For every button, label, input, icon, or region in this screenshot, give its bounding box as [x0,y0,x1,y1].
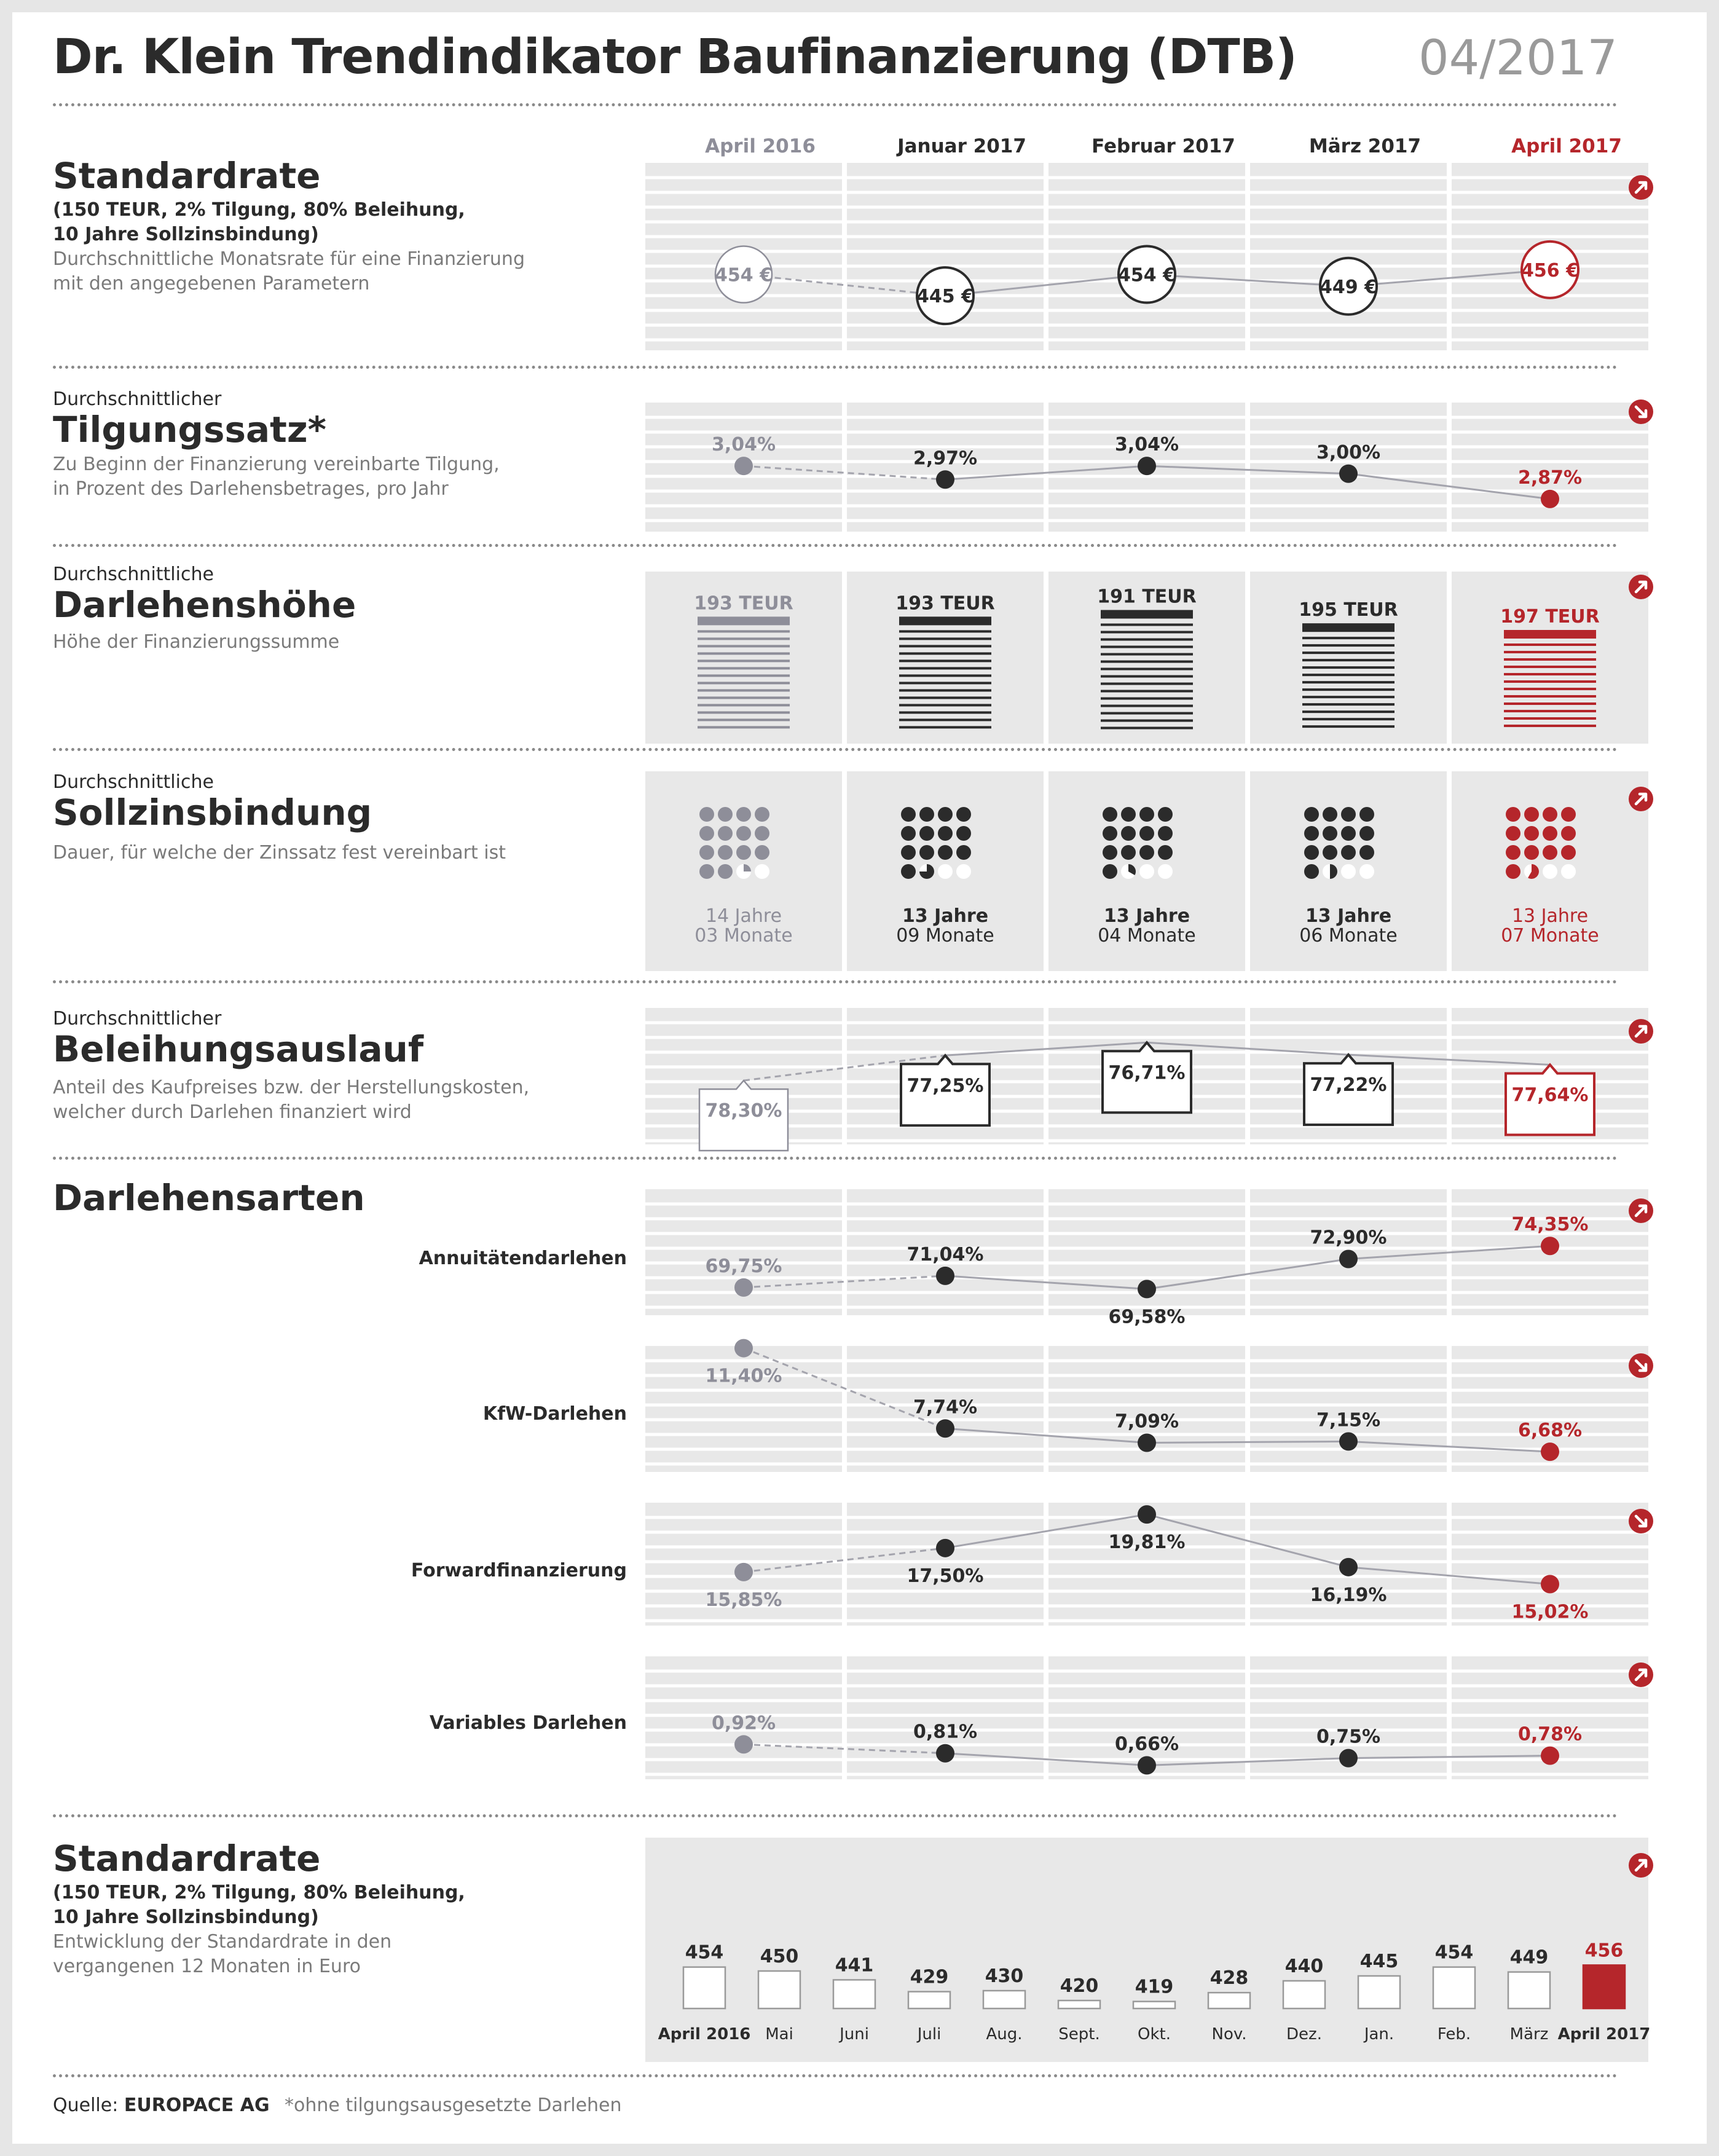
year-dot [1506,807,1520,822]
year-dot [718,826,733,841]
data-label: 0,92% [711,1712,776,1734]
data-label: 16,19% [1310,1584,1387,1606]
data-label: 17,50% [907,1565,984,1587]
year-dot [901,845,916,860]
footnote: *ohne tilgungsausgesetzte Darlehen [285,2095,622,2116]
data-label: 71,04% [907,1243,984,1265]
year-dot [1524,826,1539,841]
section-kicker: Durchschnittliche [53,771,214,793]
year-dot [755,845,769,860]
data-label: 11,40% [705,1365,782,1387]
year-dot [1359,845,1374,860]
month-value: 429 [910,1966,949,1988]
section-description: mit den angegebenen Parametern [53,273,370,294]
data-label: 2,87% [1517,466,1583,489]
empty-year-dot [1359,864,1374,879]
bar-cap [1302,623,1394,632]
value-label: 77,25% [907,1075,984,1097]
year-dot [755,826,769,841]
month-value: 450 [760,1946,799,1967]
year-dot [919,807,934,822]
month-bar [1358,1976,1400,2008]
year-dot [1304,826,1319,841]
data-label: 7,09% [1114,1410,1179,1433]
month-label: Feb. [1437,2025,1471,2044]
data-point [936,1267,954,1285]
year-dot [1506,845,1520,860]
month-bar [758,1971,800,2008]
data-point [936,1744,954,1763]
column-header: April 2017 [1511,135,1622,157]
month-label: Juni [840,2025,869,2044]
charts-layer [12,12,1707,2144]
year-dot [1524,845,1539,860]
bar-label: 193 TEUR [694,592,793,615]
trend-arrow-icon [1629,1019,1653,1044]
year-dot [1543,845,1557,860]
year-dot [938,845,953,860]
bar-label: 195 TEUR [1299,599,1398,621]
month-label: Dez. [1286,2025,1322,2044]
month-bar [1508,1972,1550,2008]
value-label: 454 € [715,264,773,286]
section-title: Tilgungssatz* [53,409,326,450]
month-label: Sept. [1058,2025,1100,2044]
year-dot [1524,807,1539,822]
year-dot [1359,807,1374,822]
value-label: 445 € [916,286,974,308]
year-dot [1341,807,1356,822]
year-dot [1561,826,1576,841]
year-dot [1103,864,1117,879]
year-dot [755,807,769,822]
data-point [1138,1434,1156,1452]
data-label: 19,81% [1108,1532,1186,1554]
issue-date: 04/2017 [1418,31,1618,86]
section-description: Anteil des Kaufpreises bzw. der Herstellungskosten, [53,1077,530,1098]
data-label: 69,58% [1108,1306,1186,1328]
empty-year-dot [755,864,769,879]
month-value: 440 [1284,1956,1324,1977]
year-dot [1121,826,1136,841]
year-dot [1158,807,1173,822]
month-value: 445 [1359,1951,1399,1972]
row-label: Variables Darlehen [429,1712,627,1734]
year-dot [1103,845,1117,860]
months-label: 09 Monate [896,925,994,946]
years-label: 13 Jahre [1511,905,1589,927]
section-description: in Prozent des Darlehensbetrages, pro Jahr [53,478,449,500]
year-dot [699,826,714,841]
trend-arrow-icon [1629,399,1653,424]
section-description: Höhe der Finanzierungssumme [53,631,340,653]
year-dot [1323,845,1337,860]
year-dot [1139,845,1154,860]
month-label: Aug. [986,2025,1023,2044]
months-label: 03 Monate [694,925,793,946]
data-label: 7,74% [913,1396,978,1418]
empty-year-dot [1341,864,1356,879]
years-label: 13 Jahre [1305,905,1392,927]
value-label: 78,30% [705,1100,782,1122]
data-label: 3,00% [1316,441,1381,463]
month-bar [1583,1965,1625,2008]
year-dot [736,807,751,822]
data-point [1541,1237,1559,1255]
month-value: 441 [835,1954,874,1977]
month-value: 428 [1210,1967,1249,1989]
section-kicker: Durchschnittlicher [53,388,222,410]
section-title: Darlehenshöhe [53,584,356,626]
data-point [1339,1558,1358,1576]
section-params: (150 TEUR, 2% Tilgung, 80% Beleihung, [53,199,465,221]
panel [1250,572,1447,744]
year-dot [736,826,751,841]
data-point [734,1278,753,1297]
year-dot [938,807,953,822]
month-label: Okt. [1138,2025,1171,2044]
year-dot [1323,807,1337,822]
month-label: April 2016 [658,2025,751,2044]
bar-cap [698,616,790,625]
data-label: 72,90% [1310,1227,1387,1249]
bar-cap [899,616,991,625]
month-label: Juli [917,2025,942,2044]
data-label: 7,15% [1316,1409,1381,1431]
months-label: 07 Monate [1501,925,1599,946]
year-dot [901,807,916,822]
data-point [1138,457,1156,475]
year-dot [956,826,971,841]
year-dot [956,807,971,822]
source-label: Quelle: [53,2095,119,2116]
month-bar [683,1967,725,2008]
data-point [734,1563,753,1581]
years-label: 13 Jahre [902,905,989,927]
empty-year-dot [1543,864,1557,879]
month-value: 456 [1584,1940,1624,1962]
section-kicker: Durchschnittliche [53,564,214,585]
year-dot [1304,864,1319,879]
month-value: 454 [1434,1942,1474,1964]
section-params: 10 Jahre Sollzinsbindung) [53,224,319,245]
value-label: 77,64% [1511,1084,1589,1106]
section-description: Durchschnittliche Monatsrate für eine Finanzierung [53,248,525,270]
section-title: Sollzinsbindung [53,792,372,833]
year-dot [1341,826,1356,841]
month-bar [908,1992,950,2008]
trend-arrow-icon [1629,1853,1653,1878]
section-title: Darlehensarten [53,1177,365,1219]
year-dot [1506,826,1520,841]
month-bar [1433,1967,1475,2008]
month-label: Mai [765,2025,793,2044]
month-value: 420 [1060,1975,1099,1997]
year-dot [699,807,714,822]
data-point [734,457,753,475]
section-description: vergangenen 12 Monaten in Euro [53,1956,361,1977]
years-label: 14 Jahre [705,905,782,927]
series-line-segment [1147,1441,1348,1442]
year-dot [1103,826,1117,841]
data-point [1541,490,1559,508]
data-point [1138,1505,1156,1524]
row-label: KfW-Darlehen [482,1403,627,1425]
year-dot [1543,807,1557,822]
trend-arrow-icon [1629,1509,1653,1533]
data-label: 74,35% [1511,1214,1589,1236]
data-point [1339,1432,1358,1450]
year-dot [938,826,953,841]
empty-year-dot [956,864,971,879]
value-label: 449 € [1320,276,1377,298]
section-title: Beleihungsauslauf [53,1028,424,1070]
year-dot [1139,826,1154,841]
month-value: 454 [685,1942,724,1964]
section-params: (150 TEUR, 2% Tilgung, 80% Beleihung, [53,1882,465,1903]
data-point [734,1735,753,1753]
data-point [1339,1250,1358,1269]
panel [1048,1346,1245,1472]
month-label: April 2017 [1557,2025,1651,2044]
trend-arrow-icon [1629,1198,1653,1223]
year-dot [901,864,916,879]
bar-label: 197 TEUR [1500,606,1600,628]
column-header: Februar 2017 [1092,135,1235,157]
value-label: 77,22% [1310,1074,1387,1096]
section-description: Zu Beginn der Finanzierung vereinbarte Tilgung, [53,454,500,475]
data-point [734,1339,753,1358]
month-label: Jan. [1364,2025,1394,2044]
month-bar [1133,2002,1175,2008]
year-dot [919,826,934,841]
months-label: 06 Monate [1299,925,1398,946]
trend-arrow-icon [1629,175,1653,200]
year-dot [718,807,733,822]
row-label: Annuitätendarlehen [419,1248,627,1269]
data-label: 0,75% [1316,1726,1381,1748]
data-point [1541,1575,1559,1594]
data-point [1541,1442,1559,1461]
section-title: Standardrate [53,155,321,197]
value-label: 76,71% [1108,1062,1186,1084]
data-label: 15,85% [705,1589,782,1611]
year-dot [1506,864,1520,879]
section-title: Standardrate [53,1838,321,1879]
month-bar [1058,2001,1100,2008]
bar-cap [1504,630,1596,639]
year-dot [1304,845,1319,860]
section-description: Entwicklung der Standardrate in den [53,1931,392,1953]
data-label: 3,04% [711,434,776,456]
trend-arrow-icon [1629,787,1653,811]
empty-year-dot [1158,864,1173,879]
infographic [12,12,1707,2144]
month-value: 430 [985,1965,1024,1987]
data-point [1339,465,1358,483]
section-params: 10 Jahre Sollzinsbindung) [53,1906,319,1928]
year-dot [1359,826,1374,841]
section-description: Dauer, für welche der Zinssatz fest vereinbart ist [53,842,506,864]
column-header: April 2016 [705,135,816,157]
data-label: 2,97% [913,447,978,470]
year-dot [1561,807,1576,822]
year-dot [956,845,971,860]
data-point [1138,1280,1156,1298]
year-dot [919,845,934,860]
year-dot [1341,845,1356,860]
month-bar [1283,1981,1325,2008]
month-bar [833,1980,875,2008]
empty-year-dot [938,864,953,879]
data-point [936,1419,954,1438]
empty-year-dot [1561,864,1576,879]
data-label: 3,04% [1114,434,1179,456]
trend-arrow-icon [1629,575,1653,599]
value-label: 454 € [1118,264,1176,286]
bar-cap [1101,610,1193,619]
month-value: 449 [1509,1946,1549,1969]
data-point [1339,1749,1358,1768]
months-label: 04 Monate [1098,925,1196,946]
row-label: Forwardfinanzierung [411,1560,627,1581]
column-header: März 2017 [1308,135,1422,157]
data-label: 0,81% [913,1721,978,1743]
year-dot [1139,807,1154,822]
year-dot [736,845,751,860]
data-point [1138,1756,1156,1774]
data-label: 69,75% [705,1255,782,1277]
page-title: Dr. Klein Trendindikator Baufinanzierung (DTB) [53,30,1297,85]
year-dot [1121,845,1136,860]
data-point [936,470,954,489]
column-header: Januar 2017 [897,135,1026,157]
year-dot [1121,807,1136,822]
section-kicker: Durchschnittlicher [53,1008,222,1029]
year-dot [1543,826,1557,841]
bar-label: 191 TEUR [1097,586,1197,608]
month-bar [983,1991,1025,2008]
data-point [936,1539,954,1557]
month-value: 419 [1135,1976,1174,1998]
year-dot [1158,845,1173,860]
month-label: Nov. [1211,2025,1247,2044]
year-dot [1304,807,1319,822]
year-dot [699,864,714,879]
data-label: 0,78% [1517,1723,1583,1745]
year-dot [718,864,733,879]
year-dot [901,826,916,841]
trend-arrow-icon [1629,1662,1653,1687]
year-dot [1103,807,1117,822]
value-label: 456 € [1521,259,1579,281]
data-point [1541,1747,1559,1765]
bar-label: 193 TEUR [895,592,995,615]
trend-arrow-icon [1629,1353,1653,1378]
year-dot [1561,845,1576,860]
year-dot [699,845,714,860]
year-dot [1158,826,1173,841]
data-label: 15,02% [1511,1601,1589,1623]
data-label: 6,68% [1517,1420,1583,1442]
year-dot [1323,826,1337,841]
years-label: 13 Jahre [1103,905,1190,927]
month-label: März [1509,2025,1549,2044]
year-dot [718,845,733,860]
source-name: EUROPACE AG [124,2095,270,2116]
section-description: welcher durch Darlehen finanziert wird [53,1101,412,1123]
data-label: 0,66% [1114,1733,1179,1755]
month-bar [1208,1993,1250,2008]
empty-year-dot [1139,864,1154,879]
